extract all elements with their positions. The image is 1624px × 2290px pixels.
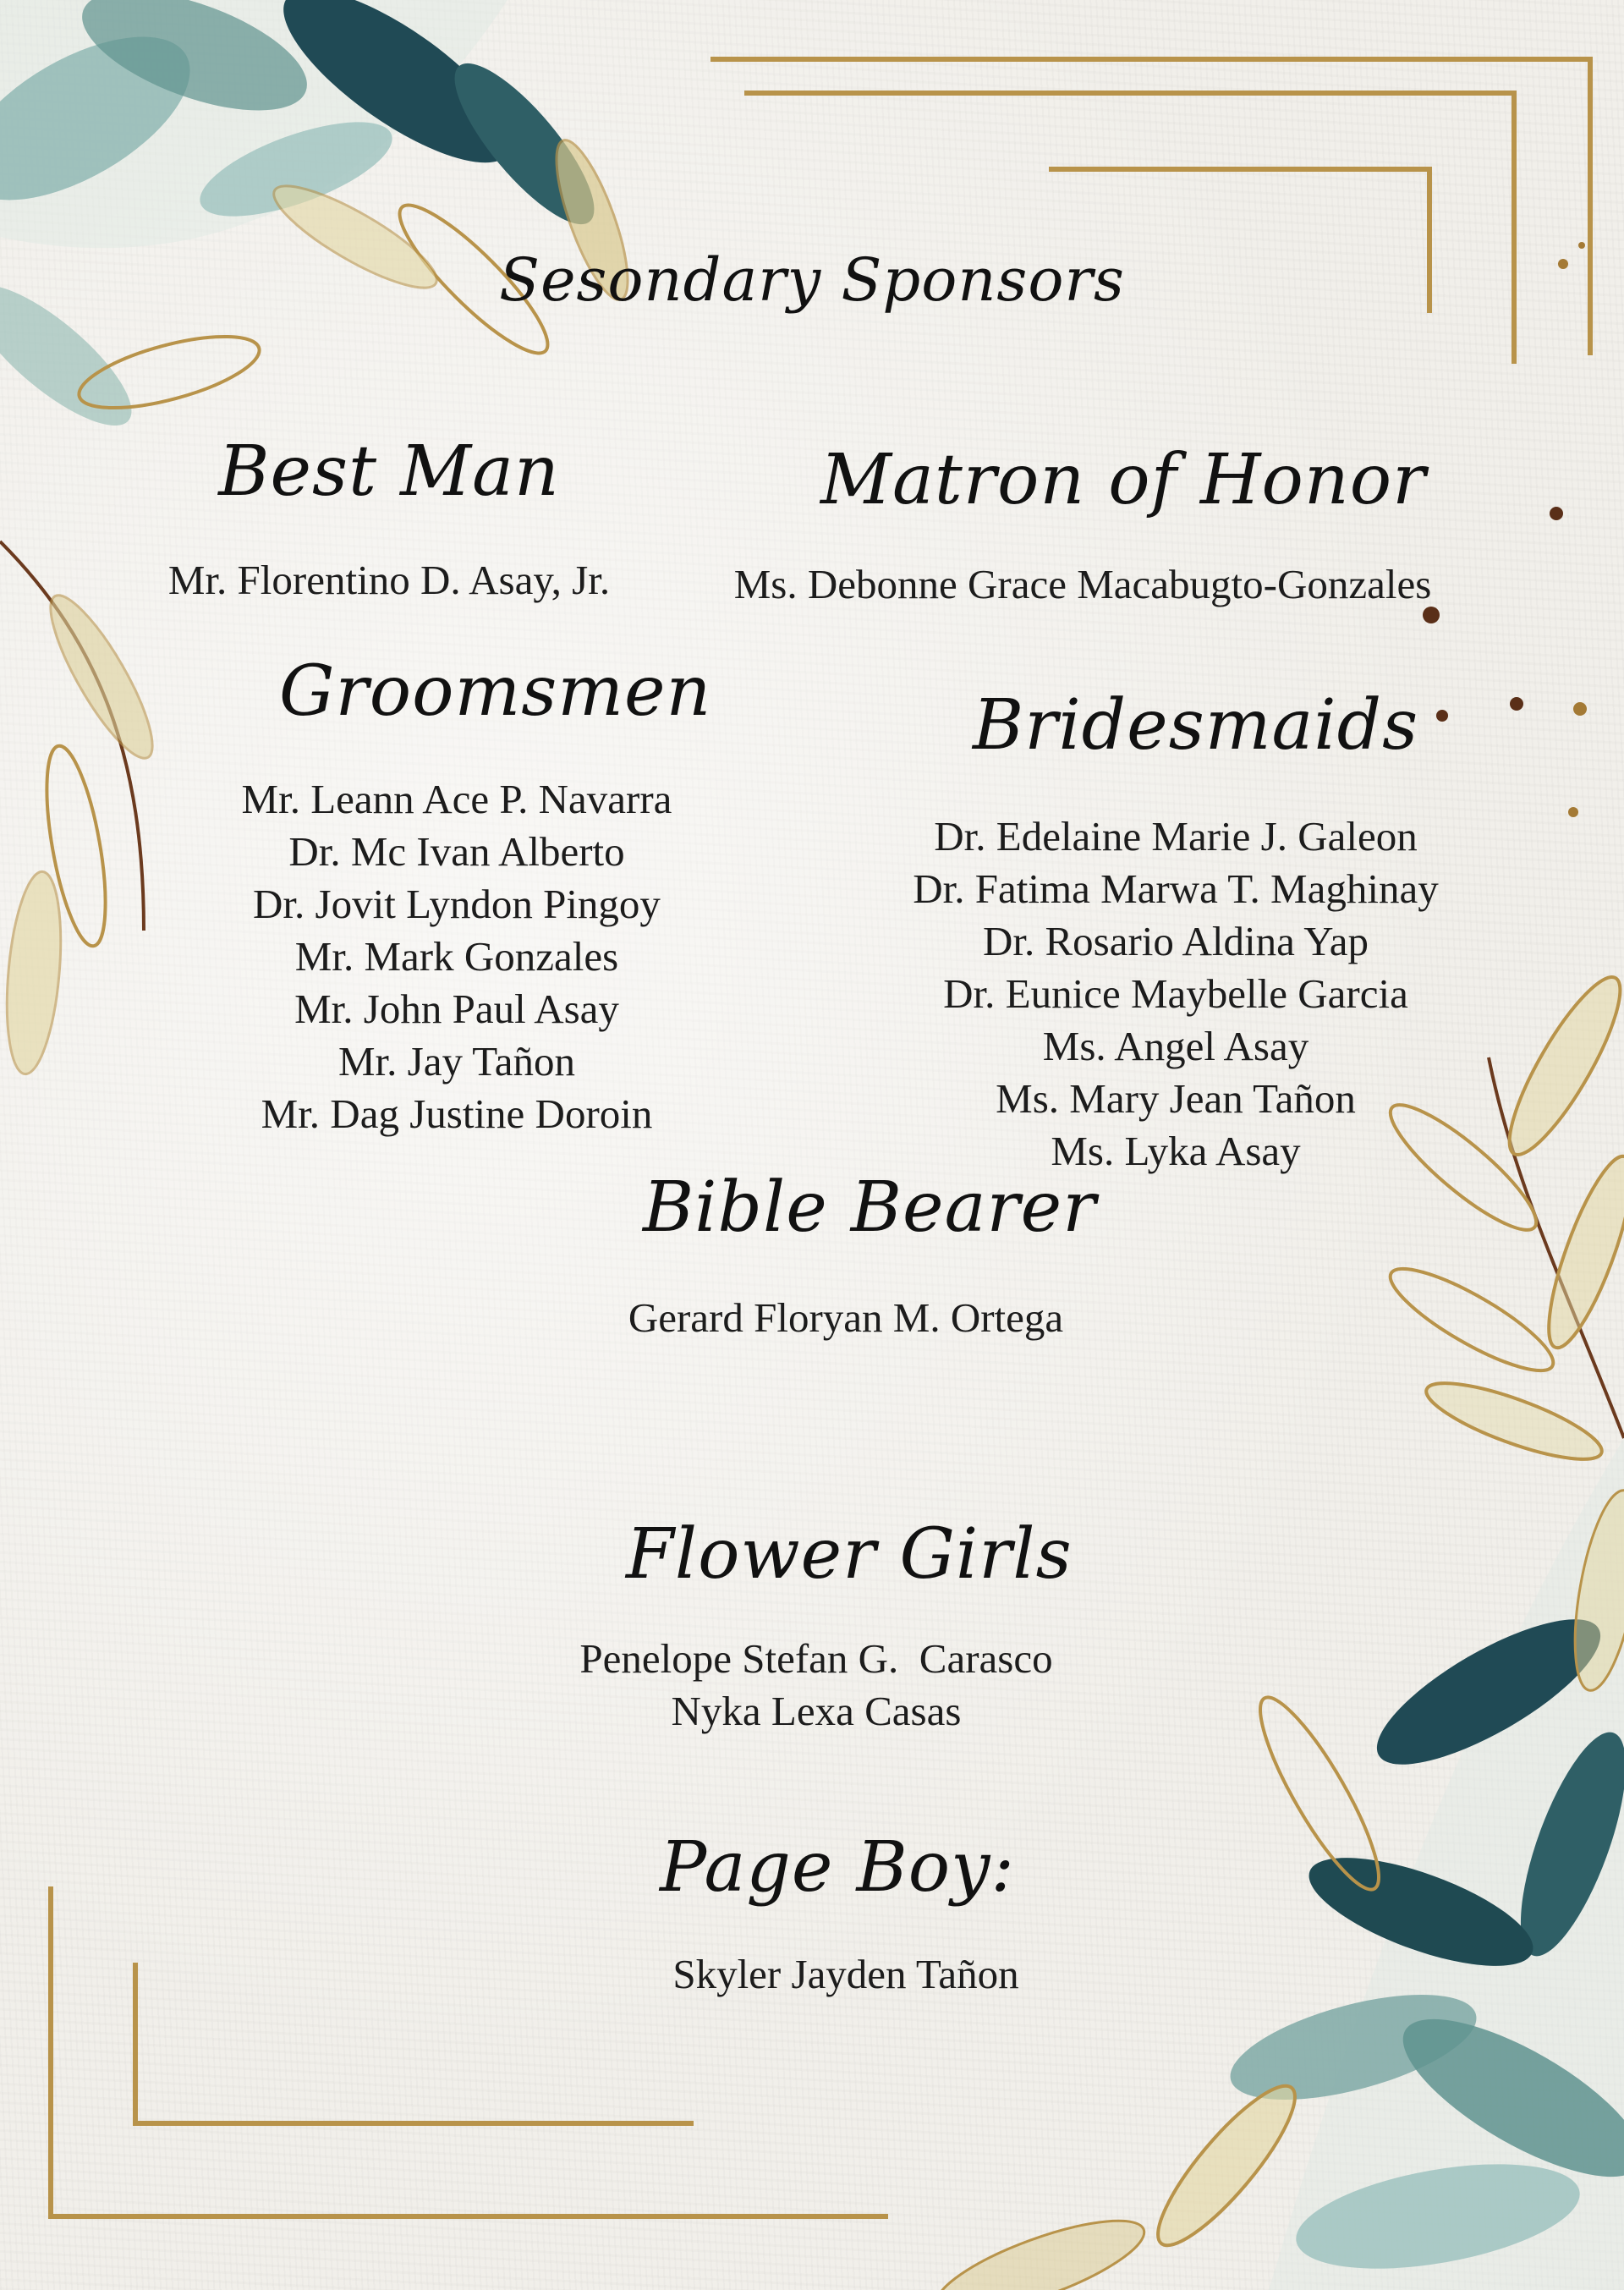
groomsmen-heading: Groomsmen [279, 651, 712, 732]
decor-dot [1510, 697, 1523, 711]
page-boy-names [541, 1948, 1150, 2001]
name-line: Gerard Floryan M. Ortega [628, 1294, 1064, 1341]
matron-of-honor-heading: Matron of Honor [820, 440, 1427, 520]
name-line: Dr. Jovit Lyndon Pingoy [253, 881, 661, 927]
decor-dot [1436, 710, 1448, 722]
bible-bearer-names [524, 1292, 1167, 1344]
decor-dot [1578, 242, 1585, 249]
bible-bearer-heading: Bible Bearer [643, 1167, 1097, 1248]
page-boy-heading: Page Boy: [660, 1827, 1016, 1908]
name-line: Mr. Florentino D. Asay, Jr. [167, 557, 611, 603]
name-line: Mr. Dag Justine Doroin [261, 1090, 653, 1137]
groomsmen-names [161, 773, 753, 1140]
name-line: Mr. Leann Ace P. Navarra [241, 776, 672, 822]
name-line: Skyler Jayden Tañon [672, 1951, 1019, 1997]
best-man-heading: Best Man [218, 431, 560, 512]
decor-dot [1568, 807, 1578, 817]
decor-dot [1550, 507, 1563, 520]
name-line: Nyka Lexa Casas [671, 1688, 962, 1734]
name-line: Ms. Lyka Asay [1051, 1128, 1301, 1174]
name-line: Ms. Angel Asay [1042, 1023, 1309, 1069]
bridesmaids-names [812, 810, 1539, 1178]
name-line: Dr. Mc Ivan Alberto [288, 828, 625, 875]
bridesmaids-heading: Bridesmaids [973, 685, 1419, 766]
decor-dot [1558, 259, 1568, 269]
name-line: Dr. Rosario Aldina Yap [982, 918, 1369, 964]
name-line: Ms. Debonne Grace Macabugto-Gonzales [733, 561, 1432, 607]
name-line: Penelope Stefan G. Carasco [579, 1635, 1053, 1682]
name-line: Mr. Jay Tañon [337, 1038, 576, 1085]
name-line: Mr. John Paul Asay [294, 986, 619, 1032]
page-title: Sesondary Sponsors [499, 245, 1125, 315]
gold-frame-line [51, 1886, 888, 2216]
name-line: Mr. Mark Gonzales [294, 933, 619, 980]
flower-girls-heading: Flower Girls [626, 1514, 1073, 1595]
gold-frame-line [744, 93, 1514, 364]
decor-dot [1573, 702, 1587, 716]
name-line: Dr. Eunice Maybelle Garcia [943, 970, 1408, 1017]
name-line: Dr. Fatima Marwa T. Maghinay [913, 865, 1439, 912]
name-line: Dr. Edelaine Marie J. Galeon [934, 813, 1418, 859]
matron-of-honor-names [694, 558, 1472, 611]
best-man-names [135, 554, 643, 607]
flower-girls-names [474, 1633, 1159, 1738]
name-line: Ms. Mary Jean Tañon [996, 1075, 1356, 1122]
